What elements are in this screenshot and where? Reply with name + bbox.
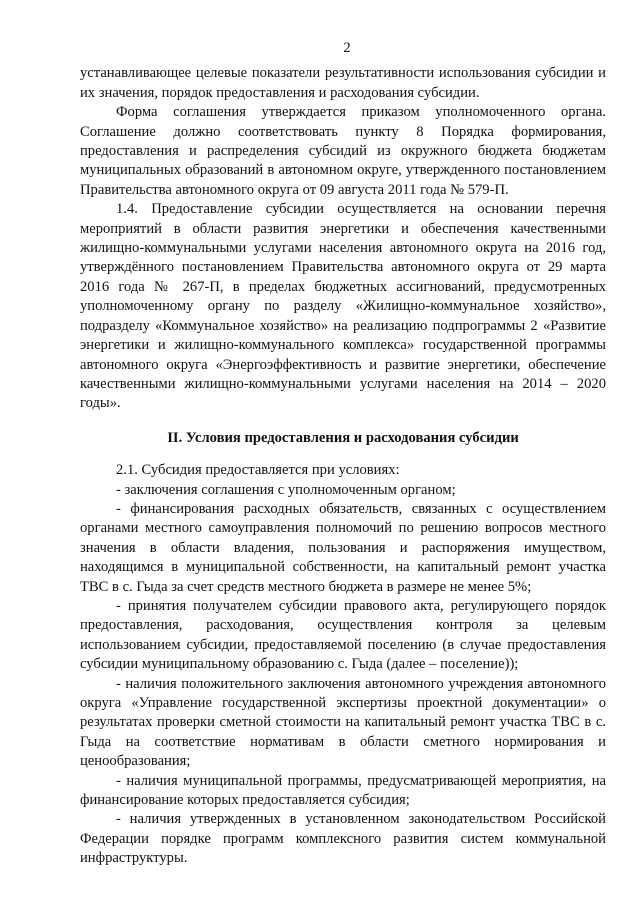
paragraph-2-1: 2.1. Субсидия предоставляется при условиях: bbox=[116, 462, 400, 479]
paragraph-continuation: устанавливающее целевые показатели результативности использования субсидии и их значения, порядок предоставления и расходования субсидии. bbox=[80, 65, 606, 101]
condition-financing: - финансирования расходных обязательств, связанных с осуществлением органами местного самоуправления полномочий по решению вопросов местного значения в области владения, пользования и распоряжения имуществом, находящимся в муниципальной собственности, на капитальный ремонт участка ТВС в с. Гыда за счет средств местного бюджета в размере не менее 5%; bbox=[80, 500, 606, 595]
section-title: II. Условия предоставления и расходования субсидии bbox=[167, 429, 519, 446]
condition-municipal-program: - наличия муниципальной программы, предусматривающей мероприятия, на финансирование которых предоставляется субсидия; bbox=[80, 772, 606, 809]
paragraph-1-4: 1.4. Предоставление субсидии осуществляется на основании перечня мероприятий в области развития энергетики и обеспечения качественными жилищно-коммунальными услугами населения автономного округа на 2016 год, утверждённого постановлением Правительства автономного округа от 29 марта 2016 года № 267-П, в пределах бюджетных ассигнований, предусмотренных уполномоченному органу по разделу «Жилищно-коммунальное хозяйство», подразделу «Коммунальное хозяйство» на реализацию подпрограммы 2 «Развитие энергетики и жилищно-коммунального комплекса» государственной программы автономного округа «Энергоэффективность и развитие энергетики, обеспечение качественными жилищно-коммунальными услугами населения на 2014 – 2020 годы». bbox=[80, 201, 606, 412]
page-number: 2 bbox=[343, 40, 351, 56]
paragraph-agreement-form: Форма соглашения утверждается приказом уполномоченного органа. Соглашение должно соответствовать пункту 8 Порядка формирования, предоставления и распределения субсидий из окружного бюджета бюджетам муниципальных образований в автономном округе, утвержденного постановлением Правительства автономного округа от 09 августа 2011 года № 579-П. bbox=[80, 104, 606, 198]
condition-legal-act: - принятия получателем субсидии правового акта, регулирующего порядок предоставления, расходования, осуществления контроля за целевым использованием субсидии, предоставляемой поселению (в случае предоставления субсидии муниципальному образованию с. Гыда (далее – поселение)); bbox=[80, 597, 606, 673]
condition-infrastructure-programs: - наличия утвержденных в установленном законодательством Российской Федерации порядке программ комплексного развития систем коммунальной инфраструктуры. bbox=[80, 811, 606, 867]
condition-expert-conclusion: - наличия положительного заключения автономного учреждения автономного округа «Управление государственной экспертизы проектной документации» о результатах проверки сметной стоимости на капитальный ремонт участка ТВС в с. Гыда на соответствие нормативам в области сметного нормирования и ценообразования; bbox=[80, 675, 606, 770]
condition-agreement: - заключения соглашения с уполномоченным органом; bbox=[116, 481, 456, 498]
